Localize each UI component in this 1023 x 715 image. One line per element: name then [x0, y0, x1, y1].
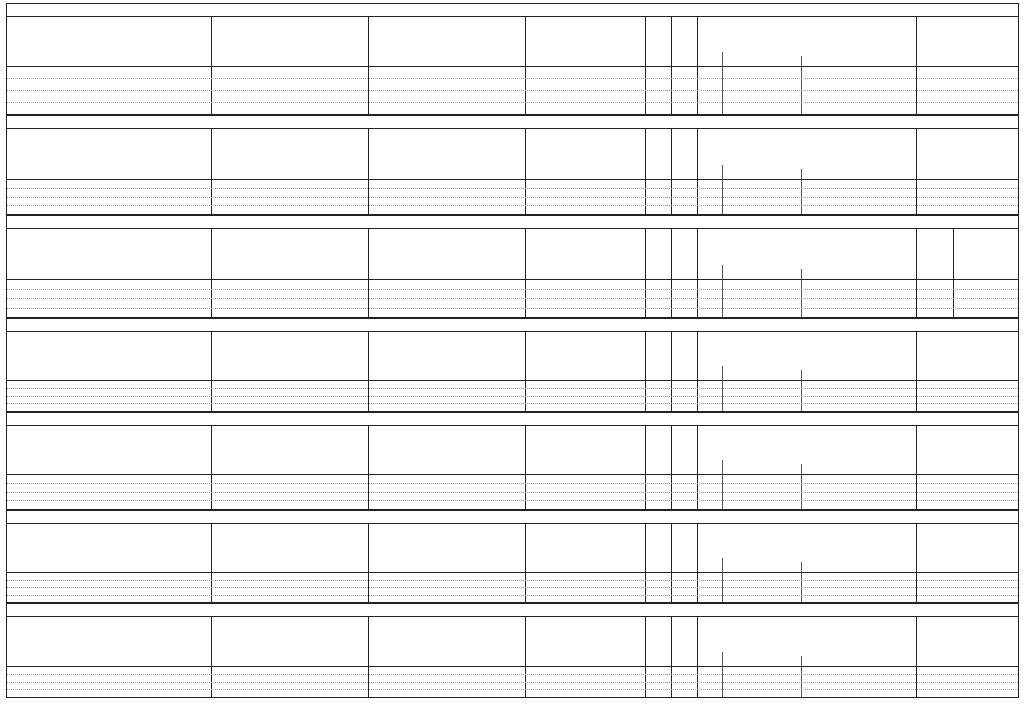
- entry-line: [7, 102, 1018, 103]
- column-divider: [211, 331, 212, 411]
- column-divider: [645, 16, 646, 114]
- entry-line: [7, 500, 1018, 501]
- column-divider: [211, 16, 212, 114]
- section-b12: [6, 603, 1019, 698]
- section-b7: [6, 115, 1019, 215]
- column-divider: [916, 128, 917, 214]
- column-divider: [801, 562, 802, 602]
- column-divider: [801, 370, 802, 411]
- entry-line: [7, 298, 1018, 299]
- entry-line: [7, 689, 1018, 690]
- entry-line: [7, 595, 1018, 596]
- entry-line: [7, 78, 1018, 79]
- row-divider: [7, 179, 1018, 180]
- column-divider: [211, 523, 212, 602]
- column-divider: [645, 228, 646, 317]
- row-divider: [7, 474, 1018, 475]
- row-divider: [7, 279, 1018, 280]
- column-divider: [722, 52, 723, 114]
- section-title-bar: [7, 116, 1018, 129]
- column-divider: [368, 128, 369, 214]
- column-divider: [697, 331, 698, 411]
- column-divider: [368, 228, 369, 317]
- column-divider: [801, 269, 802, 317]
- column-divider: [525, 16, 526, 114]
- row-divider: [7, 380, 1018, 381]
- section-title-bar: [7, 4, 1018, 17]
- row-divider: [7, 572, 1018, 573]
- section-b10: [6, 412, 1019, 510]
- row-divider: [7, 66, 1018, 67]
- column-divider: [211, 128, 212, 214]
- entry-line: [7, 396, 1018, 397]
- column-divider: [645, 523, 646, 602]
- column-divider: [671, 128, 672, 214]
- row-divider: [7, 666, 1018, 667]
- column-divider: [916, 16, 917, 114]
- column-divider: [697, 16, 698, 114]
- column-divider: [525, 128, 526, 214]
- column-divider: [671, 523, 672, 602]
- column-divider: [525, 228, 526, 317]
- column-divider: [671, 616, 672, 697]
- column-divider: [368, 616, 369, 697]
- column-divider: [916, 523, 917, 602]
- section-b11: [6, 510, 1019, 603]
- column-divider: [525, 523, 526, 602]
- column-divider: [211, 616, 212, 697]
- column-divider: [801, 169, 802, 214]
- column-divider: [525, 425, 526, 509]
- column-divider: [916, 616, 917, 697]
- entry-line: [7, 674, 1018, 675]
- column-divider: [671, 228, 672, 317]
- column-divider: [671, 16, 672, 114]
- entry-line: [7, 483, 1018, 484]
- column-divider: [368, 425, 369, 509]
- column-divider: [697, 128, 698, 214]
- section-title-bar: [7, 216, 1018, 229]
- entry-line: [7, 197, 1018, 198]
- entry-line: [7, 308, 1018, 309]
- section-b9: [6, 318, 1019, 412]
- section-title-bar: [7, 604, 1018, 617]
- column-divider: [645, 331, 646, 411]
- column-divider: [368, 523, 369, 602]
- column-divider: [916, 425, 917, 509]
- column-divider: [671, 425, 672, 509]
- entry-line: [7, 580, 1018, 581]
- entry-line: [7, 492, 1018, 493]
- entry-line: [7, 90, 1018, 91]
- section-title-bar: [7, 413, 1018, 426]
- column-divider: [801, 656, 802, 697]
- column-divider: [801, 464, 802, 509]
- column-divider: [697, 616, 698, 697]
- column-divider: [671, 331, 672, 411]
- column-divider: [916, 228, 917, 317]
- column-divider: [916, 331, 917, 411]
- entry-line: [7, 587, 1018, 588]
- column-divider: [525, 616, 526, 697]
- entry-line: [7, 289, 1018, 290]
- column-divider: [697, 228, 698, 317]
- column-divider: [211, 425, 212, 509]
- column-divider: [722, 460, 723, 509]
- column-divider: [211, 228, 212, 317]
- entry-line: [7, 205, 1018, 206]
- section-title-bar: [7, 511, 1018, 524]
- column-divider: [697, 425, 698, 509]
- entry-line: [7, 682, 1018, 683]
- column-divider: [368, 16, 369, 114]
- column-divider: [801, 56, 802, 114]
- column-divider: [697, 523, 698, 602]
- column-divider: [368, 331, 369, 411]
- section-b8: [6, 215, 1019, 318]
- column-divider: [645, 128, 646, 214]
- column-divider: [722, 265, 723, 317]
- column-divider: [722, 165, 723, 214]
- section-title-bar: [7, 319, 1018, 332]
- section-b6: [6, 3, 1019, 115]
- entry-line: [7, 388, 1018, 389]
- entry-line: [7, 188, 1018, 189]
- column-divider: [645, 616, 646, 697]
- column-divider: [645, 425, 646, 509]
- entry-line: [7, 403, 1018, 404]
- column-divider: [953, 228, 954, 317]
- column-divider: [525, 331, 526, 411]
